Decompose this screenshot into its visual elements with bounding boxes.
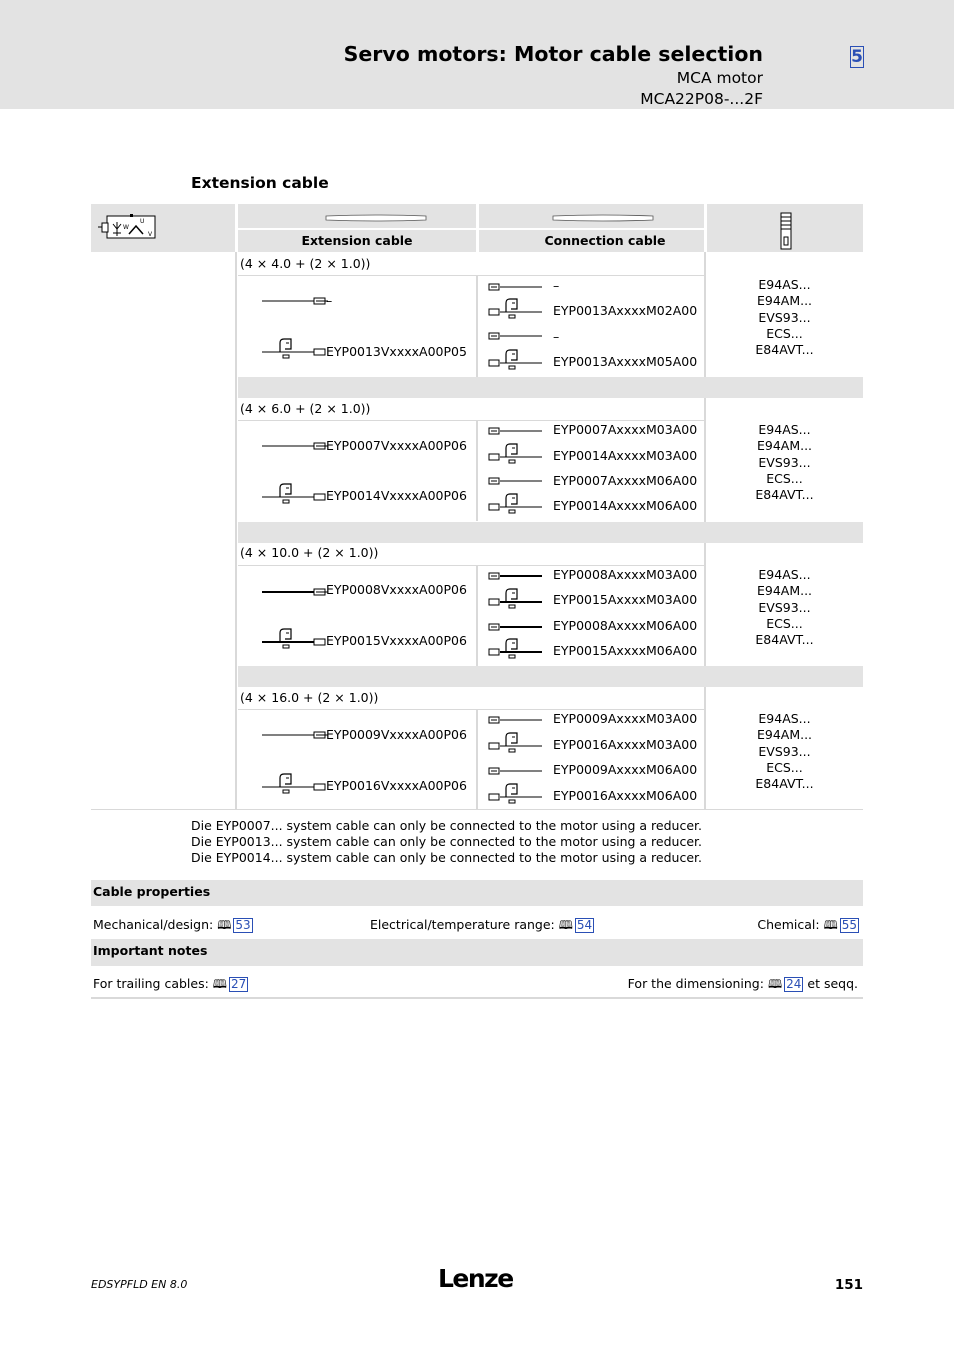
page-subtitle-motor: MCA motor	[676, 69, 763, 87]
extension-cable-item[interactable]: EYP0009VxxxxA00P06	[326, 727, 467, 742]
connection-cable-item[interactable]: EYP0008AxxxxM03A00	[553, 567, 698, 582]
page-link-electrical[interactable]: 54	[576, 918, 593, 932]
angled-connector-icon	[488, 782, 556, 804]
page-link-chemical[interactable]: 55	[841, 918, 857, 932]
cable-properties-heading: Cable properties	[93, 884, 211, 899]
mechanical-design-ref	[93, 916, 253, 937]
cable-icon	[552, 214, 654, 222]
compatible-controllers	[706, 277, 863, 358]
angled-connector-icon	[488, 637, 556, 659]
extension-cable-item[interactable]: EYP0015VxxxxA00P06	[326, 633, 467, 648]
connection-cable-item[interactable]: EYP0015AxxxxM03A00	[553, 592, 698, 607]
angled-connector-icon	[262, 482, 330, 504]
controller-item: EVS93...	[758, 454, 811, 470]
chapter-badge[interactable]: 5	[851, 47, 863, 67]
section-bottom-border	[91, 997, 863, 999]
cable-connector-icon	[262, 440, 330, 452]
svg-text:U: U	[140, 218, 145, 225]
extension-cable-item: –	[326, 293, 333, 308]
trailing-cables-ref	[93, 975, 248, 996]
column-divider	[476, 565, 478, 666]
dimensioning-label: For the dimensioning:	[627, 976, 764, 991]
column-divider	[476, 420, 478, 521]
controller-item: E84AVT...	[755, 776, 814, 792]
motor-icon	[98, 212, 158, 242]
extension-cable-item[interactable]: EYP0007VxxxxA00P06	[326, 438, 467, 453]
controller-item: ECS...	[766, 470, 803, 486]
important-notes-heading: Important notes	[93, 943, 208, 958]
mechanical-label: Mechanical/design:	[93, 917, 214, 932]
connection-cable-item: –	[553, 278, 560, 293]
book-icon: 🕮	[212, 977, 227, 991]
cable-icon	[325, 214, 427, 222]
connection-cable-item[interactable]: EYP0016AxxxxM06A00	[553, 788, 698, 803]
connection-cable-item[interactable]: EYP0009AxxxxM06A00	[553, 762, 698, 777]
row-divider	[238, 709, 704, 710]
table-bottom-border	[91, 809, 863, 810]
connection-cable-item[interactable]: EYP0016AxxxxM03A00	[553, 737, 698, 752]
controller-icon	[778, 211, 794, 251]
cable-spec: (4 × 10.0 + (2 × 1.0))	[240, 545, 379, 560]
controller-item: ECS...	[766, 615, 803, 631]
controller-item: ECS...	[766, 759, 803, 775]
book-icon: 🕮	[217, 918, 232, 932]
connection-cable-item[interactable]: EYP0015AxxxxM06A00	[553, 643, 698, 658]
controller-item: E84AVT...	[755, 487, 814, 503]
extension-cable-item[interactable]: EYP0008VxxxxA00P06	[326, 582, 467, 597]
reducer-note: Die EYP0013... system cable can only be connected to the motor using a reducer.	[191, 834, 702, 849]
connection-cable-item[interactable]: EYP0009AxxxxM03A00	[553, 711, 698, 726]
important-notes-bar	[91, 939, 863, 966]
connection-cable-item[interactable]: EYP0013AxxxxM05A00	[553, 354, 698, 369]
chemical-label: Chemical:	[757, 917, 820, 932]
column-divider	[476, 709, 478, 809]
angled-connector-icon	[488, 297, 556, 319]
extension-cable-item[interactable]: EYP0016VxxxxA00P06	[326, 778, 467, 793]
lenze-logo: Lenze	[438, 1264, 513, 1293]
row-divider	[238, 420, 704, 421]
cable-spec: (4 × 4.0 + (2 × 1.0))	[240, 256, 371, 271]
controller-item: E94AM...	[756, 293, 813, 309]
connection-cable-item[interactable]: EYP0007AxxxxM06A00	[553, 473, 698, 488]
controller-item: ECS...	[766, 325, 803, 341]
document-id: EDSYPFLD EN 8.0	[91, 1278, 188, 1291]
connection-cable-item[interactable]: EYP0013AxxxxM02A00	[553, 303, 698, 318]
extension-cable-item[interactable]: EYP0013VxxxxA00P05	[326, 344, 467, 359]
group-separator	[238, 522, 863, 543]
angled-connector-icon	[262, 337, 330, 359]
book-icon: 🕮	[823, 918, 838, 932]
cable-connector-icon	[488, 621, 556, 633]
electrical-temperature-ref	[370, 916, 594, 937]
cable-connector-icon	[488, 330, 556, 342]
extension-cable-header: Extension cable	[301, 233, 413, 248]
angled-connector-icon	[488, 731, 556, 753]
cable-connector-icon	[262, 729, 330, 741]
controller-item: EVS93...	[758, 599, 811, 615]
cable-connector-icon	[262, 586, 330, 598]
reducer-note: Die EYP0007... system cable can only be connected to the motor using a reducer.	[191, 818, 702, 833]
svg-text:V: V	[148, 231, 153, 238]
compatible-controllers	[706, 711, 863, 792]
trailing-label: For trailing cables:	[93, 976, 209, 991]
compatible-controllers	[706, 422, 863, 503]
cable-spec: (4 × 16.0 + (2 × 1.0))	[240, 690, 379, 705]
controller-item: EVS93...	[758, 309, 811, 325]
page-header	[0, 0, 954, 109]
angled-connector-icon	[262, 772, 330, 794]
connection-cable-header: Connection cable	[544, 233, 666, 248]
group-separator	[238, 377, 863, 398]
cable-connector-icon	[488, 475, 556, 487]
controller-item: E94AM...	[756, 438, 813, 454]
group-separator	[238, 666, 863, 687]
cable-connector-icon	[488, 281, 556, 293]
column-divider	[235, 252, 237, 809]
angled-connector-icon	[262, 627, 330, 649]
controller-item: E94AM...	[756, 583, 813, 599]
connection-cable-item: –	[553, 329, 560, 344]
section-title: Extension cable	[191, 174, 329, 192]
connection-cable-item[interactable]: EYP0014AxxxxM06A00	[553, 498, 698, 513]
page-number: 151	[834, 1277, 863, 1293]
connection-cable-item[interactable]: EYP0007AxxxxM03A00	[553, 422, 698, 437]
controller-item: E84AVT...	[755, 632, 814, 648]
book-icon: 🕮	[558, 918, 573, 932]
cable-connector-icon	[488, 765, 556, 777]
page-subtitle-model: MCA22P08-...2F	[640, 90, 763, 108]
cable-properties-bar	[91, 880, 863, 906]
row-divider	[238, 565, 704, 566]
page-link-mechanical[interactable]: 53	[235, 918, 251, 932]
dimensioning-suffix: et seqq.	[807, 976, 858, 991]
controller-item: E94AS...	[758, 567, 811, 582]
cable-connector-icon	[488, 714, 556, 726]
controller-item: EVS93...	[758, 743, 811, 759]
angled-connector-icon	[488, 587, 556, 609]
svg-text:W: W	[123, 224, 129, 231]
controller-item: E94AS...	[758, 422, 811, 437]
page-link-dimensioning[interactable]: 24	[786, 977, 802, 991]
extension-cable-item[interactable]: EYP0014VxxxxA00P06	[326, 488, 467, 503]
controller-item: E94AS...	[758, 711, 811, 726]
controller-item: E94AM...	[756, 727, 813, 743]
angled-connector-icon	[488, 442, 556, 464]
controller-item: E94AS...	[758, 277, 811, 292]
dimensioning-ref	[628, 975, 858, 996]
connection-cable-item[interactable]: EYP0014AxxxxM03A00	[553, 448, 698, 463]
reducer-note: Die EYP0014... system cable can only be connected to the motor using a reducer.	[191, 850, 702, 865]
chemical-ref	[757, 916, 859, 937]
controller-item: E84AVT...	[755, 342, 814, 358]
row-divider	[238, 275, 704, 276]
book-icon: 🕮	[767, 977, 783, 991]
angled-connector-icon	[488, 492, 556, 514]
column-divider	[476, 275, 478, 377]
cable-connector-icon	[488, 425, 556, 437]
page-link-trailing[interactable]: 27	[230, 977, 247, 991]
cable-connector-icon	[262, 293, 333, 308]
compatible-controllers	[706, 567, 863, 648]
angled-connector-icon	[488, 348, 556, 370]
electrical-label: Electrical/temperature range:	[370, 917, 555, 932]
page-title: Servo motors: Motor cable selection	[343, 42, 763, 66]
cable-spec: (4 × 6.0 + (2 × 1.0))	[240, 401, 371, 416]
cable-connector-icon	[488, 570, 556, 582]
connection-cable-item[interactable]: EYP0008AxxxxM06A00	[553, 618, 698, 633]
